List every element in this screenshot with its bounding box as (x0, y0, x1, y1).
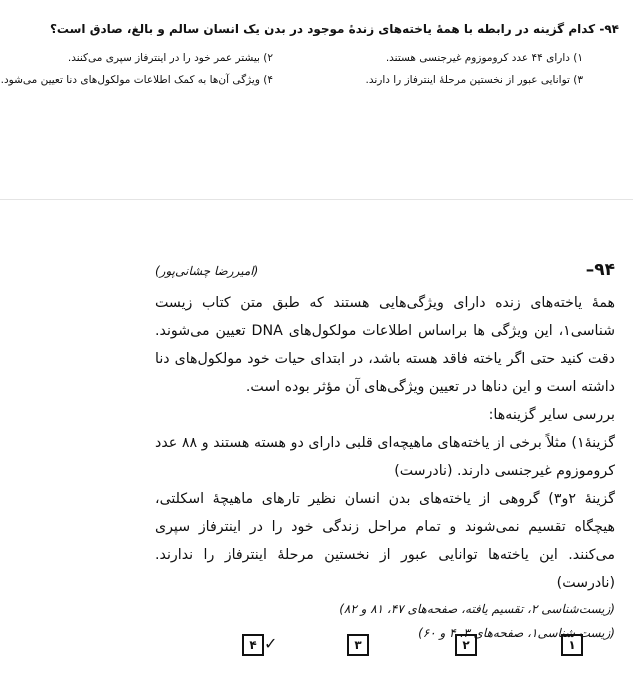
answer-author: (امیررضا چشانی‌پور) (155, 264, 259, 278)
choice-box-2: ۲ (455, 634, 477, 656)
answer-body (155, 289, 615, 645)
option-2: ۲) بیشتر عمر خود را در اینترفاز سپری می‌کنند. (67, 52, 273, 64)
question-stem: کدام گزینه در رابطه با همهٔ یاخته‌های زندهٔ موجود در بدن یک انسان سالم و بالغ، صادق است؟ (49, 22, 596, 36)
option-4: ۴) ویژگی آن‌ها به کمک اطلاعات مولکول‌های دنا تعیین می‌شود. (0, 74, 273, 86)
review-heading: بررسی سایر گزینه‌ها: (488, 407, 615, 423)
option-3: ۳) توانایی عبور از نخستین مرحلهٔ اینترفاز را دارند. (365, 74, 583, 86)
answer-header (155, 260, 615, 284)
choice-box-1: ۱ (561, 634, 583, 656)
option-2-3-review: گزینهٔ ۲و۳) گروهی از یاخته‌های بدن انسان نظیر تارهای ماهیچهٔ اسکلتی، هیچگاه تقسیم نمی‌شوند و تمام مراحل زندگی خود را در اینترفاز سپری می‌کنند. این یاخته‌ها توانایی عبور از نخستین مرحلهٔ اینترفاز را ندارند. (نادرست) (155, 491, 615, 591)
explanation-paragraph: همهٔ یاخته‌های زنده دارای ویژگی‌هایی هستند که طبق متن کتاب زیست شناسی۱، این ویژگی ها براساس اطلاعات مولکول‌های DNA تعیین می‌شوند. دقت کنید حتی اگر یاخته فاقد هسته باشد، در ابتدای حیات خود مولکول‌های دنا داشته است و این دناها در تعیین ویژگی‌های آن مؤثر بوده است. (155, 295, 615, 395)
option-1-review: گزینهٔ۱) مثلاً برخی از یاخته‌های ماهیچه‌ای قلبی دارای دو هسته هستند و ۸۸ عدد کروموزوم غیرجنسی دارند. (نادرست) (155, 435, 615, 479)
page-divider (0, 199, 633, 200)
reference-2: (زیست شناسی۱، صفحه‌های ۳، ۴ و ۶۰) (418, 626, 615, 640)
choice-box-3: ۳ (347, 634, 369, 656)
reference-1: (زیست‌شناسی ۲، تقسیم یافته، صفحه‌های ۴۷، ۸۱ و ۸۲) (339, 602, 615, 616)
question-text (10, 22, 619, 36)
answer-number: ۹۴– (585, 260, 615, 280)
option-1: ۱) دارای ۴۴ عدد کروموزوم غیرجنسی هستند. (385, 52, 583, 64)
choice-box-4: ۴ (242, 634, 264, 656)
check-icon: ✓ (264, 634, 278, 653)
question-number: ۹۴- (599, 22, 619, 36)
